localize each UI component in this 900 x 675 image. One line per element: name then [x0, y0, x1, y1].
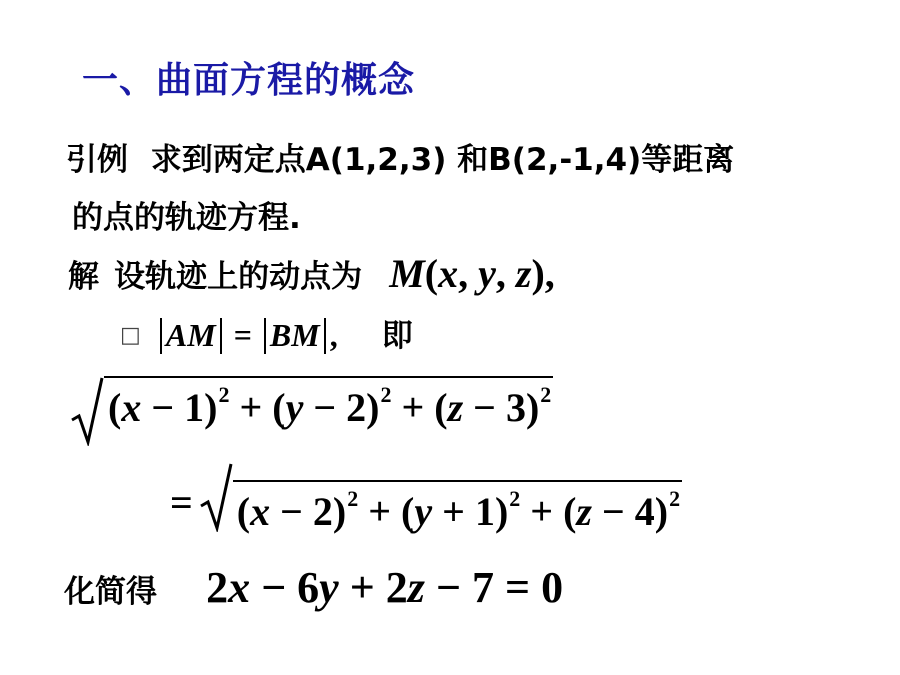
point-var-y: y: [478, 251, 496, 296]
solution-label: 解: [68, 259, 99, 295]
point-open-paren: (: [424, 251, 439, 296]
radicand-1: [104, 376, 553, 446]
point-close-paren: ),: [531, 251, 555, 296]
term-1-2: $(y - 2)^2$: [272, 382, 392, 430]
equation-1: [70, 376, 553, 450]
term-2-2: $(y + 1)^2$: [401, 486, 521, 534]
term-1-1: $(x - 1)^2$: [108, 382, 230, 430]
condition-comma: ,: [329, 317, 338, 353]
segment-am: AM: [165, 317, 216, 353]
equals-sign-2: =: [170, 480, 193, 525]
point-var-x: x: [438, 251, 459, 296]
term-2-3: $(z - 4)^2$: [563, 486, 681, 534]
segment-bm: BM: [269, 317, 320, 353]
term-2-1: $(x - 2)^2$: [236, 486, 359, 534]
result-equation: 2x − 6y + 2z − 7 = 0: [206, 563, 564, 612]
abs-bar-right-1: [220, 318, 222, 354]
point-name: M: [389, 251, 425, 296]
example-line-1: [66, 134, 734, 179]
condition-line: [120, 310, 413, 355]
radical-sign-2: [199, 462, 233, 532]
example-text-1: 求到两定点A(1,2,3) 和B(2,-1,4)等距离: [150, 142, 735, 178]
radical-sign-1: [70, 376, 104, 446]
radicand-2: [233, 480, 682, 532]
example-label: 引例: [66, 142, 128, 178]
solution-text: 设轨迹上的动点为: [114, 259, 363, 295]
condition-word: 即: [381, 318, 413, 354]
simplify-label: 化简得: [64, 574, 157, 610]
simplify-line: [64, 562, 563, 613]
plus-4: +: [530, 489, 554, 534]
example-line-2: 的点的轨迹方程.: [72, 200, 301, 236]
solution-line: [68, 250, 555, 297]
abs-bar-right-2: [324, 318, 326, 354]
moving-point: M(x, y, z),: [389, 251, 555, 296]
plus-1: +: [239, 384, 263, 430]
point-var-z: z: [515, 251, 532, 296]
abs-bar-left-1: [160, 318, 162, 354]
distance-equality: [156, 317, 346, 353]
plus-2: +: [401, 384, 425, 430]
equals-sign: =: [233, 317, 252, 353]
placeholder-glyph: □: [120, 323, 141, 348]
term-1-3: $(z - 3)^2$: [434, 382, 552, 430]
plus-3: +: [368, 489, 392, 534]
abs-bar-left-2: [264, 318, 266, 354]
page-title: 一、曲面方程的概念: [82, 60, 416, 101]
equation-2: [170, 462, 682, 532]
